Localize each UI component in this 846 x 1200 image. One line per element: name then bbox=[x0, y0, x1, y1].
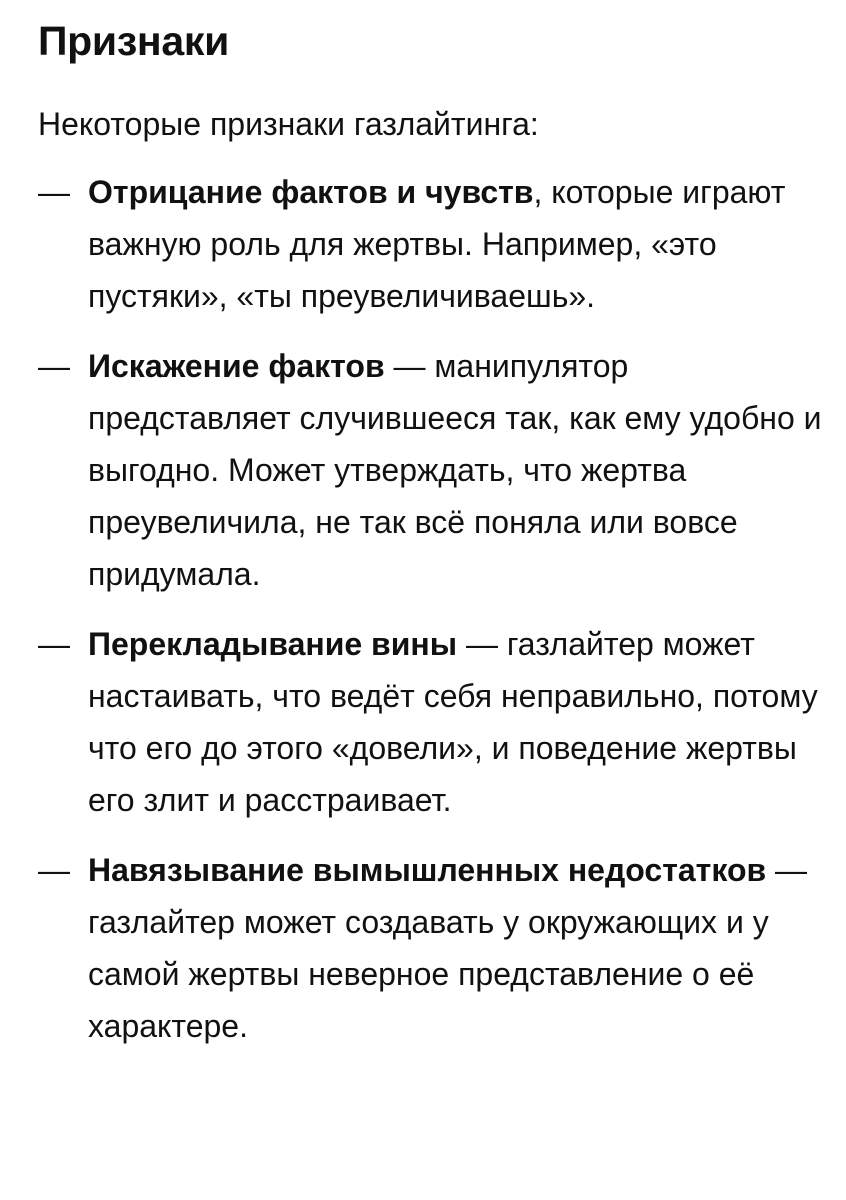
signs-list bbox=[38, 166, 828, 1052]
dash-marker: — bbox=[38, 174, 70, 210]
article-content bbox=[38, 0, 828, 1052]
item-term: Искажение фактов bbox=[88, 348, 385, 384]
dash-marker: — bbox=[38, 852, 70, 888]
item-term: Перекладывание вины bbox=[88, 626, 458, 662]
intro-text: Некоторые признаки газлайтинга: bbox=[38, 106, 539, 142]
list-item bbox=[38, 844, 828, 1052]
item-text: — манипулятор представляет случившееся так, как ему удобно и выгодно. Может утверждать, что жертва преувеличила, не так всё поняла или вовсе придумала. bbox=[88, 348, 822, 592]
list-item bbox=[38, 166, 828, 322]
item-term: Отрицание фактов и чувств bbox=[88, 174, 534, 210]
item-text: — газлайтер может создавать у окружающих и у самой жертвы неверное представление о её характере. bbox=[88, 852, 808, 1044]
item-term: Навязывание вымышленных недостатков bbox=[88, 852, 767, 888]
dash-marker: — bbox=[38, 348, 70, 384]
list-item bbox=[38, 618, 828, 826]
list-item bbox=[38, 340, 828, 600]
section-heading: Признаки bbox=[38, 18, 229, 64]
dash-marker: — bbox=[38, 626, 70, 662]
item-text: — газлайтер может настаивать, что ведёт себя неправильно, потому что его до этого «довели», и поведение жертвы его злит и расстраивает. bbox=[88, 626, 818, 818]
item-text: , которые играют важную роль для жертвы. Например, «это пустяки», «ты преувеличиваешь». bbox=[88, 174, 786, 314]
